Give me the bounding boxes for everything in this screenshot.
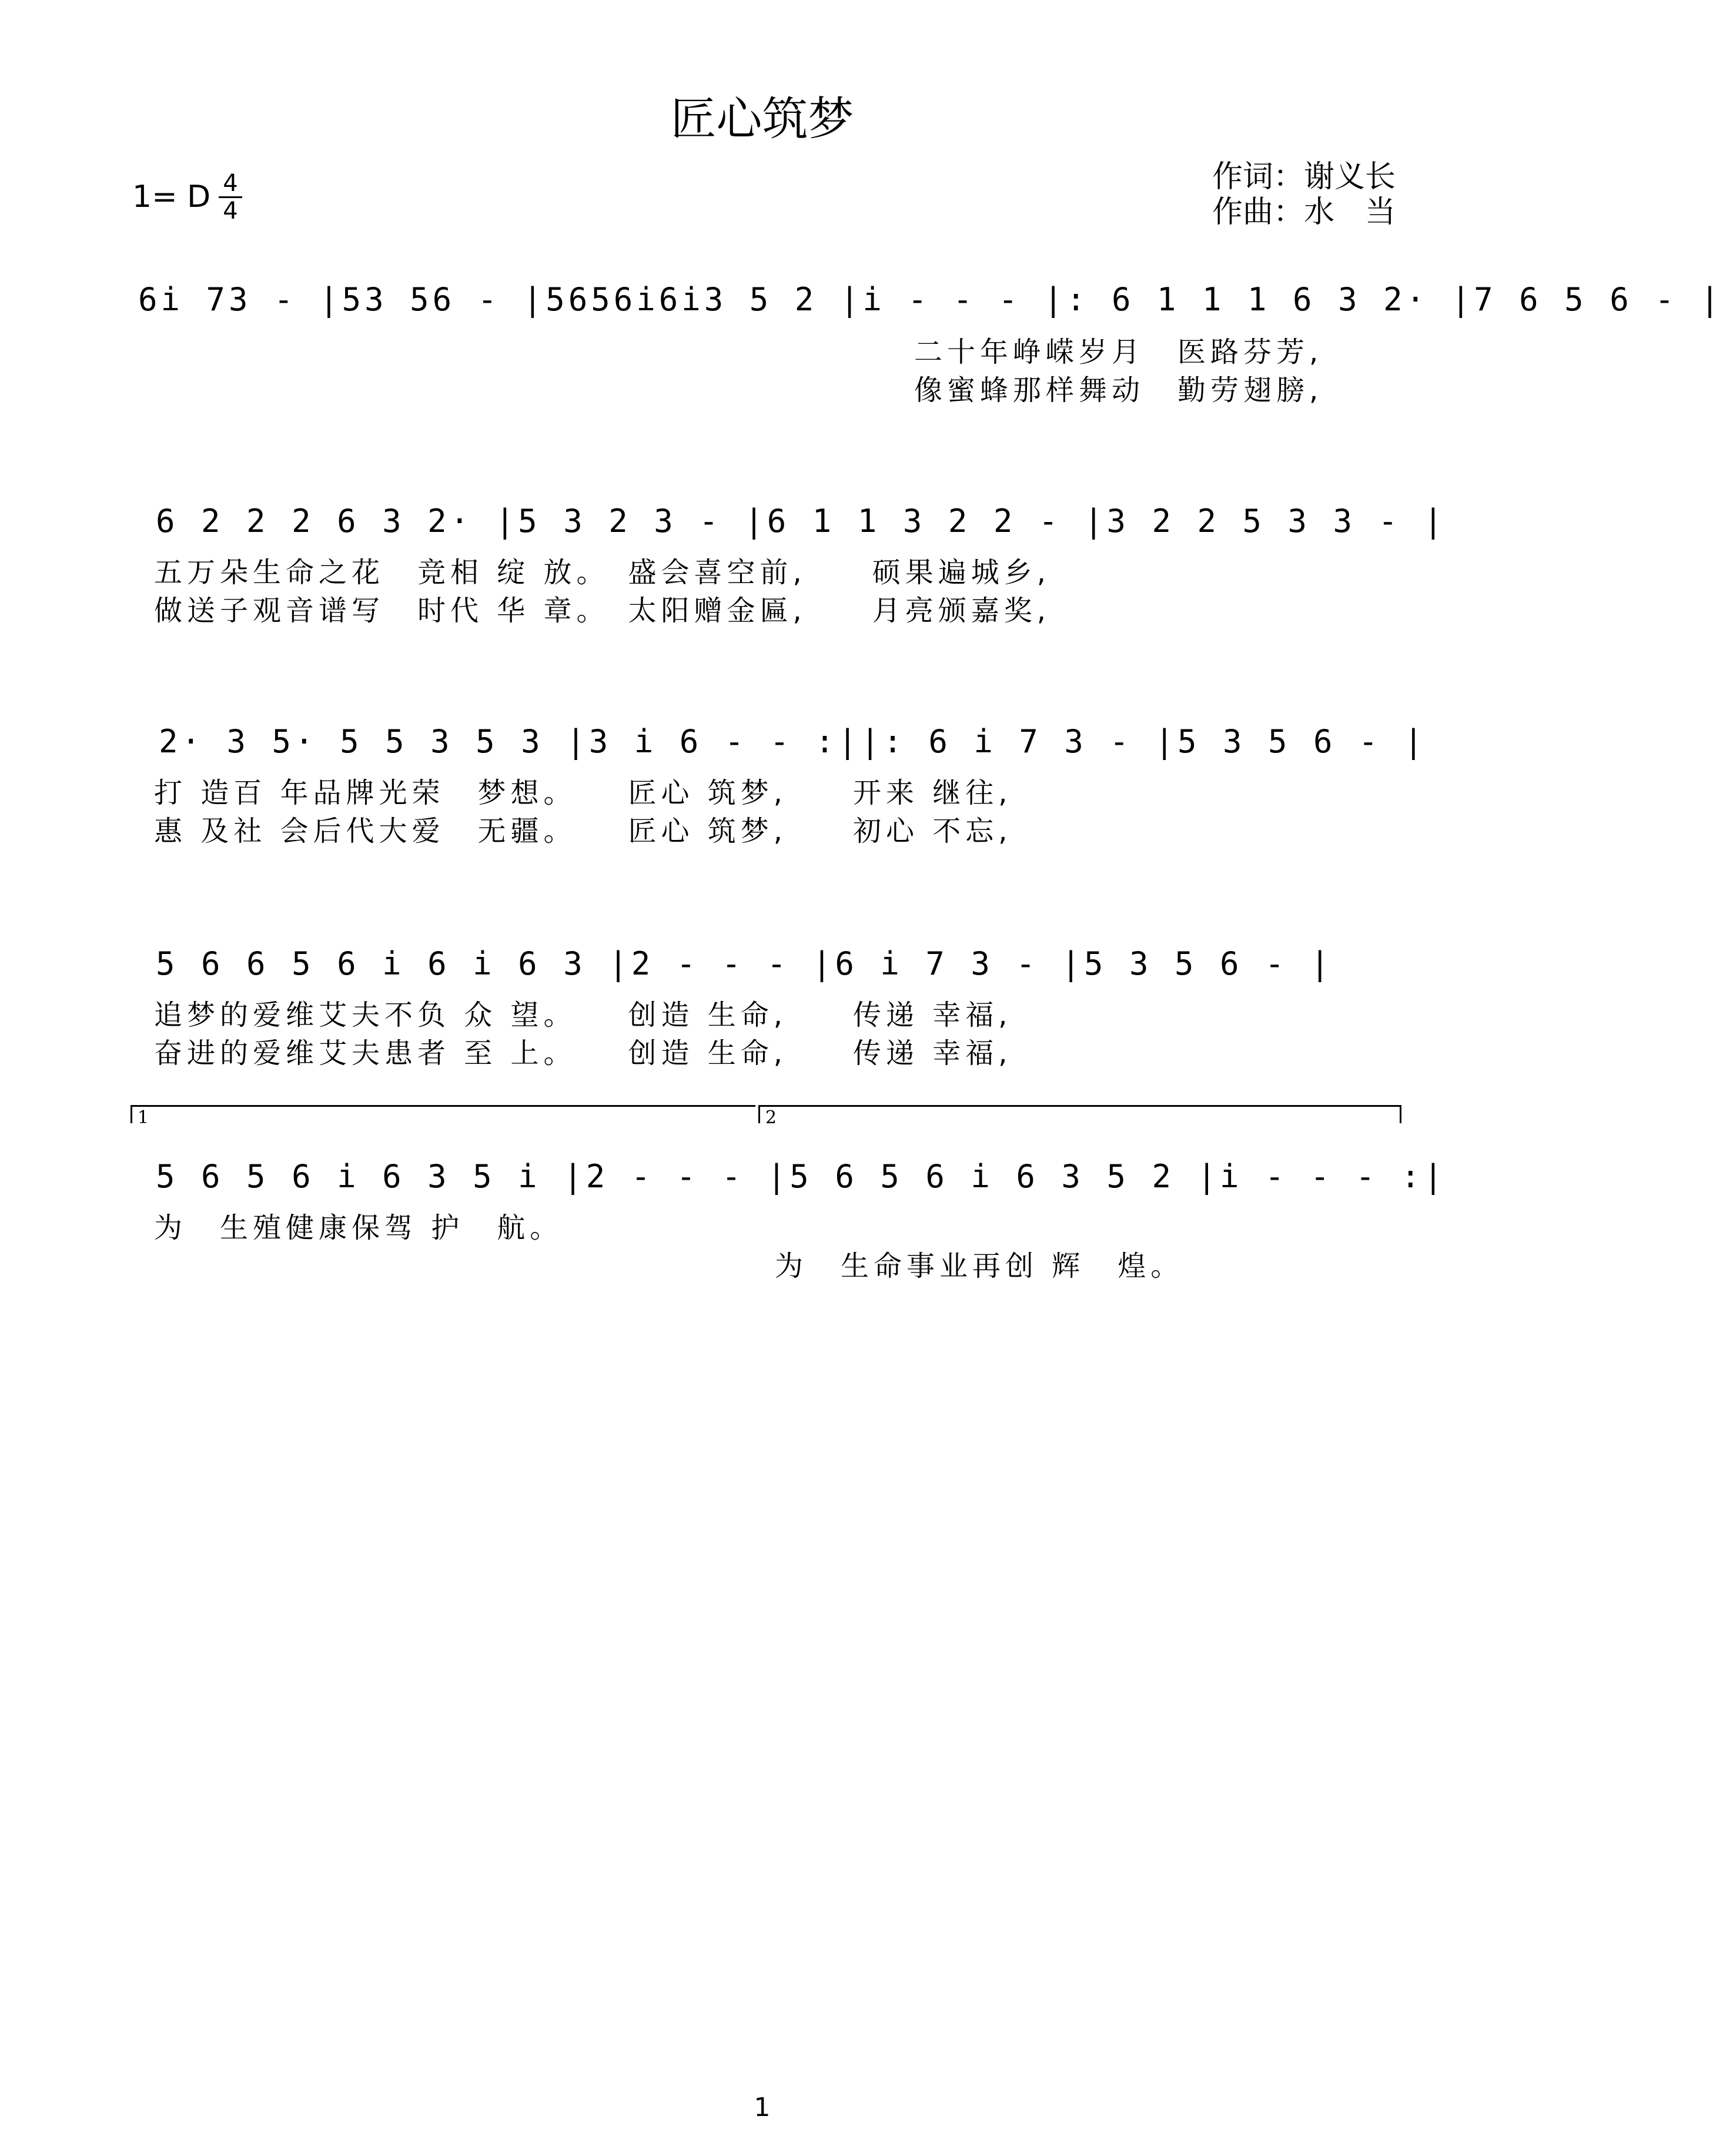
system-1-lyric-verse-2: 像蜜蜂那样舞动 勤劳翅膀,: [914, 374, 1323, 407]
time-signature: [219, 170, 242, 224]
volta-label-1: 1: [138, 1107, 149, 1128]
system-3-lyric-verse-2: 惠 及社 会后代大爱 无疆。 匠心 筑梦, 初心 不忘,: [154, 815, 1012, 848]
lyricist-credit: 作词：谢义长: [1212, 159, 1396, 195]
system-5-notes: 5 6 5 6 i 6 3 5 i |2 - - - |5 6 5 6 i 6 3 5 2 |i - - - :|: [156, 1158, 1447, 1195]
system-1-lyric-verse-1: 二十年峥嵘岁月 医路芬芳,: [914, 336, 1323, 369]
system-2-lyric-verse-2: 做送子观音谱写 时代 华 章。 太阳赠金匾, 月亮颁嘉奖,: [154, 594, 1051, 627]
volta-bracket-1: [131, 1105, 755, 1123]
composer-credit: 作曲：水 当: [1212, 195, 1396, 230]
system-5-lyric-ending-1: 为 生殖健康保驾 护 航。: [154, 1211, 563, 1244]
page-title: 匠心筑梦: [670, 93, 854, 146]
system-3-lyric-verse-1: 打 造百 年品牌光荣 梦想。 匠心 筑梦, 开来 继往,: [154, 776, 1012, 809]
system-4-lyric-verse-2: 奋进的爱维艾夫患者 至 上。 创造 生命, 传递 幸福,: [154, 1037, 1012, 1070]
system-1-notes: 6i 73 - |53 56 - |5656i6i3 5 2 |i - - - |: 6 1 1 1 6 3 2· |7 6 5 6 - |: [138, 281, 1723, 318]
time-signature-bottom: 4: [223, 197, 238, 225]
system-2-notes: 6 2 2 2 6 3 2· |5 3 2 3 - |6 1 1 3 2 2 - |3 2 2 5 3 3 - |: [156, 503, 1447, 540]
volta-bracket-2: [758, 1105, 1401, 1123]
volta-label-2: 2: [765, 1107, 777, 1128]
system-4-lyric-verse-1: 追梦的爱维艾夫不负 众 望。 创造 生命, 传递 幸福,: [154, 999, 1012, 1032]
system-5-lyric-ending-2: 为 生命事业再创 辉 煌。: [775, 1250, 1184, 1283]
system-2-lyric-verse-1: 五万朵生命之花 竞相 绽 放。 盛会喜空前, 硕果遍城乡,: [154, 556, 1051, 589]
page-number: 1: [754, 2093, 771, 2122]
key-signature: 1= D: [132, 179, 211, 215]
time-signature-top: 4: [223, 170, 238, 197]
system-4-notes: 5 6 6 5 6 i 6 i 6 3 |2 - - - |6 i 7 3 - |5 3 5 6 - |: [156, 945, 1333, 982]
system-3-notes: 2· 3 5· 5 5 3 5 3 |3 i 6 - - :||: 6 i 7 3 - |5 3 5 6 - |: [159, 723, 1427, 760]
